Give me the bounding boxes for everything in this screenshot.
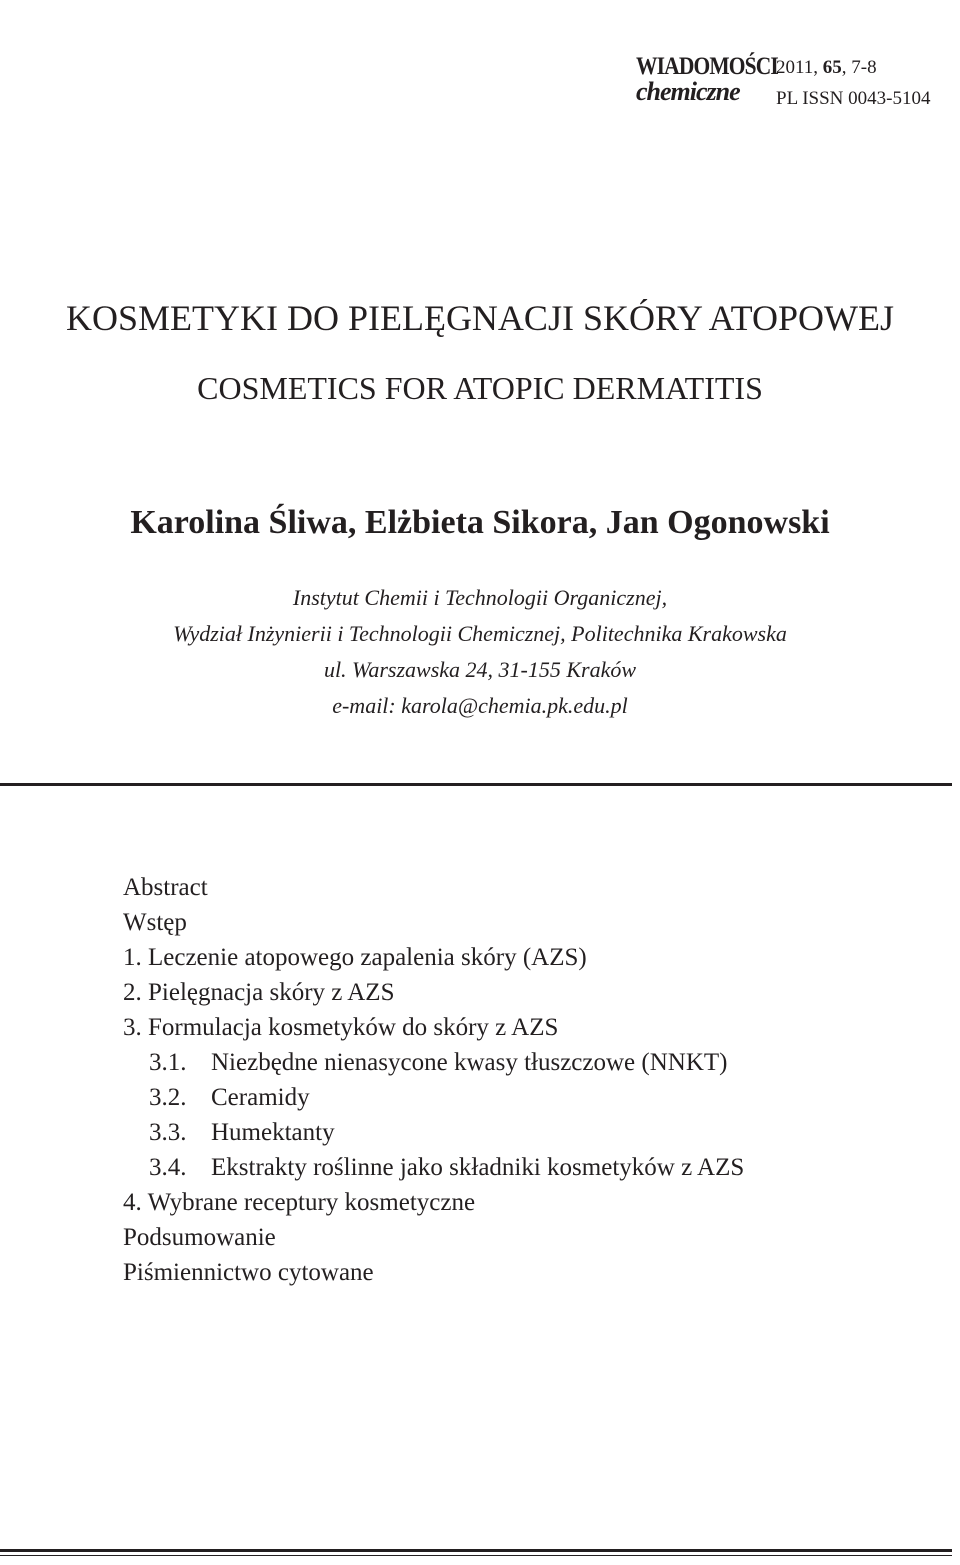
toc-item-number: 3.1. bbox=[149, 1049, 187, 1076]
toc-item-text: Wstęp bbox=[123, 909, 187, 936]
toc-item-section-1 bbox=[123, 940, 744, 975]
toc-item-text: Ekstrakty roślinne jako składniki kosmetyków z AZS bbox=[211, 1154, 745, 1181]
authors: Karolina Śliwa, Elżbieta Sikora, Jan Ogonowski bbox=[130, 504, 830, 541]
toc-item-number: 3.4. bbox=[149, 1154, 187, 1181]
journal-volume: 65 bbox=[822, 57, 842, 78]
journal-logo bbox=[636, 52, 778, 108]
toc-item-introduction bbox=[123, 905, 744, 940]
affiliation-line-institute: Instytut Chemii i Technologii Organicznej, bbox=[292, 585, 668, 610]
toc-item-text: Humektanty bbox=[211, 1119, 335, 1146]
toc-item-text: Formulacja kosmetyków do skóry z AZS bbox=[148, 1014, 559, 1041]
toc-item-number: 3.3. bbox=[149, 1119, 187, 1146]
journal-info bbox=[776, 52, 930, 114]
title-english: COSMETICS FOR ATOPIC DERMATITIS bbox=[197, 370, 763, 406]
journal-logo-line1: WIADOMOŚCI bbox=[636, 53, 778, 80]
affiliation-line-faculty: Wydział Inżynierii i Technologii Chemicznej, Politechnika Krakowska bbox=[173, 621, 787, 646]
toc-item-section-2 bbox=[123, 975, 744, 1010]
toc-item-section-3-4 bbox=[123, 1150, 744, 1185]
footer-rule-thick bbox=[0, 1549, 952, 1552]
toc-item-text: Wybrane receptury kosmetyczne bbox=[147, 1189, 476, 1216]
separator-rule bbox=[0, 783, 952, 786]
toc-item-number: 3. bbox=[123, 1014, 142, 1041]
journal-year: 2011, bbox=[776, 57, 819, 78]
toc-item-text: Piśmiennictwo cytowane bbox=[123, 1259, 374, 1286]
toc-item-text: Leczenie atopowego zapalenia skóry (AZS) bbox=[148, 944, 587, 971]
toc-item-references bbox=[123, 1255, 744, 1290]
toc-item-text: Ceramidy bbox=[211, 1084, 310, 1111]
toc-item-section-3-1 bbox=[123, 1045, 744, 1080]
toc-item-abstract bbox=[123, 870, 744, 905]
toc-item-section-3 bbox=[123, 1010, 744, 1045]
toc-item-section-3-2 bbox=[123, 1080, 744, 1115]
toc-item-section-4 bbox=[123, 1185, 744, 1220]
journal-logo-line2: chemiczne bbox=[636, 77, 740, 106]
affiliation bbox=[0, 580, 960, 724]
journal-issue: , 7-8 bbox=[841, 57, 877, 78]
toc-item-number: 2. bbox=[123, 979, 142, 1006]
footer-rule-thin bbox=[0, 1555, 952, 1556]
toc-item-number: 3.2. bbox=[149, 1084, 187, 1111]
toc-item-text: Pielęgnacja skóry z AZS bbox=[148, 979, 395, 1006]
journal-citation bbox=[776, 52, 930, 83]
title-polish: KOSMETYKI DO PIELĘGNACJI SKÓRY ATOPOWEJ bbox=[65, 298, 895, 338]
table-of-contents bbox=[123, 870, 744, 1290]
toc-item-text: Podsumowanie bbox=[123, 1224, 276, 1251]
journal-header bbox=[636, 52, 960, 112]
toc-item-text: Niezbędne nienasycone kwasy tłuszczowe (NNKT) bbox=[211, 1049, 728, 1076]
toc-item-section-3-3 bbox=[123, 1115, 744, 1150]
toc-item-number: 1. bbox=[123, 944, 142, 971]
toc-item-text: Abstract bbox=[123, 874, 208, 901]
affiliation-line-address: ul. Warszawska 24, 31-155 Kraków bbox=[323, 657, 637, 682]
journal-issn: PL ISSN 0043-5104 bbox=[776, 88, 931, 109]
toc-item-number: 4. bbox=[123, 1189, 142, 1216]
affiliation-line-email: e-mail: karola@chemia.pk.edu.pl bbox=[332, 693, 628, 718]
toc-item-summary bbox=[123, 1220, 744, 1255]
